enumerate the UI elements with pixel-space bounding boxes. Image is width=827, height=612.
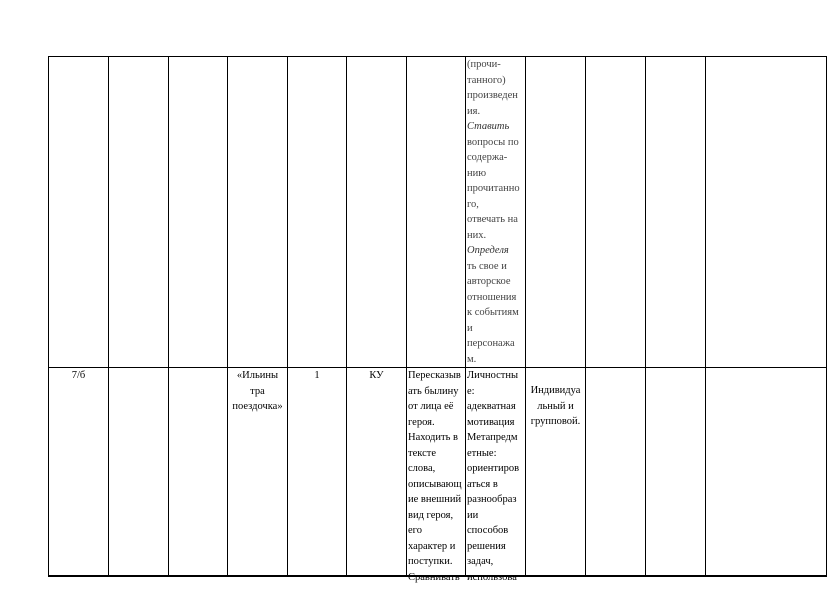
text-line: слова, — [408, 463, 436, 474]
cell-form — [526, 57, 586, 368]
cell-control — [586, 57, 646, 368]
text-line: его — [408, 525, 422, 536]
text-line: персонажа — [467, 338, 515, 349]
text-line: героя. — [408, 416, 435, 428]
text-line: отвечать на — [467, 214, 518, 225]
text-line: решения — [467, 540, 506, 552]
text-line: них. — [467, 229, 487, 241]
cell-date-fact — [169, 368, 228, 576]
text-line: «Ильины — [236, 370, 279, 381]
cell-extra — [646, 57, 706, 368]
text-line: Индивидуа — [530, 385, 581, 396]
text-line: мотивация — [467, 416, 515, 428]
text-line: ать былину — [408, 385, 459, 397]
text-line: льный и — [537, 400, 574, 412]
text-line: групповой. — [530, 416, 581, 427]
text-line: поездочка» — [232, 401, 283, 412]
text-line: Метапредм — [467, 432, 518, 443]
cell-number — [49, 57, 109, 368]
text-line: ие внешний — [408, 494, 462, 505]
text-line: произведен — [467, 90, 518, 101]
text-line: использова — [467, 571, 517, 583]
text-line: отношения — [467, 291, 517, 303]
text-line: способов — [467, 525, 509, 536]
text-line: тра — [250, 385, 265, 397]
text-line: вопросы по — [467, 136, 519, 148]
text-line: Находить в — [408, 432, 458, 443]
cell-topic — [228, 368, 288, 576]
lesson-plan-table — [48, 56, 827, 583]
cell-topic — [228, 57, 288, 368]
text-line: м. — [467, 353, 477, 365]
cell-lesson-type — [347, 57, 407, 368]
text-line: вид героя, — [408, 509, 454, 521]
cell-form — [526, 368, 586, 576]
cell-number: 7/б — [49, 368, 109, 576]
text-line: ть свое и — [467, 260, 507, 272]
text-line: е: — [467, 385, 475, 397]
text-line: поступки. — [408, 556, 453, 567]
text-line: описывающ — [408, 478, 462, 490]
cell-notes — [706, 368, 827, 576]
text-line: етные: — [467, 447, 497, 459]
cell-hours: 1 — [288, 368, 347, 576]
cell-extra — [646, 368, 706, 576]
text-line: адекватная — [467, 401, 516, 412]
text-line: задач, — [467, 556, 494, 567]
text-line: содержа- — [467, 152, 508, 163]
text-line: характер и — [408, 540, 456, 552]
text-line: (прочи- — [467, 59, 501, 70]
cell-date-plan — [109, 57, 169, 368]
text-line: танного) — [467, 74, 506, 86]
text-line: Сравнивать — [408, 571, 460, 583]
text-line: Пересказыв — [408, 370, 461, 381]
cell-lesson-type: КУ — [347, 368, 407, 576]
text-line: авторское — [467, 276, 511, 287]
text-line: нию — [467, 167, 487, 179]
table-row — [49, 368, 827, 576]
cell-activities — [407, 57, 466, 368]
cell-results — [466, 368, 526, 583]
text-line: тексте — [408, 447, 436, 459]
cell-hours — [288, 57, 347, 368]
table-row — [49, 57, 827, 368]
text-line: разнообраз — [467, 494, 517, 505]
text-line: Личностны — [467, 370, 519, 381]
text-line: от лица её — [408, 401, 454, 412]
text-line: к событиям — [467, 307, 519, 318]
text-line: ориентиров — [467, 463, 520, 474]
cell-activities — [407, 368, 466, 583]
cell-control — [586, 368, 646, 576]
text-line: ия. — [467, 105, 481, 117]
text-line: го, — [467, 198, 479, 210]
cell-date-plan — [109, 368, 169, 576]
text-line: Ставить — [467, 121, 510, 132]
cell-date-fact — [169, 57, 228, 368]
cell-results — [466, 57, 526, 368]
cell-notes — [706, 57, 827, 368]
text-line: Определя — [467, 245, 509, 256]
text-line: ии — [467, 509, 479, 521]
text-line: аться в — [467, 478, 498, 490]
text-line: и — [467, 322, 473, 334]
text-line: прочитанно — [467, 183, 520, 194]
